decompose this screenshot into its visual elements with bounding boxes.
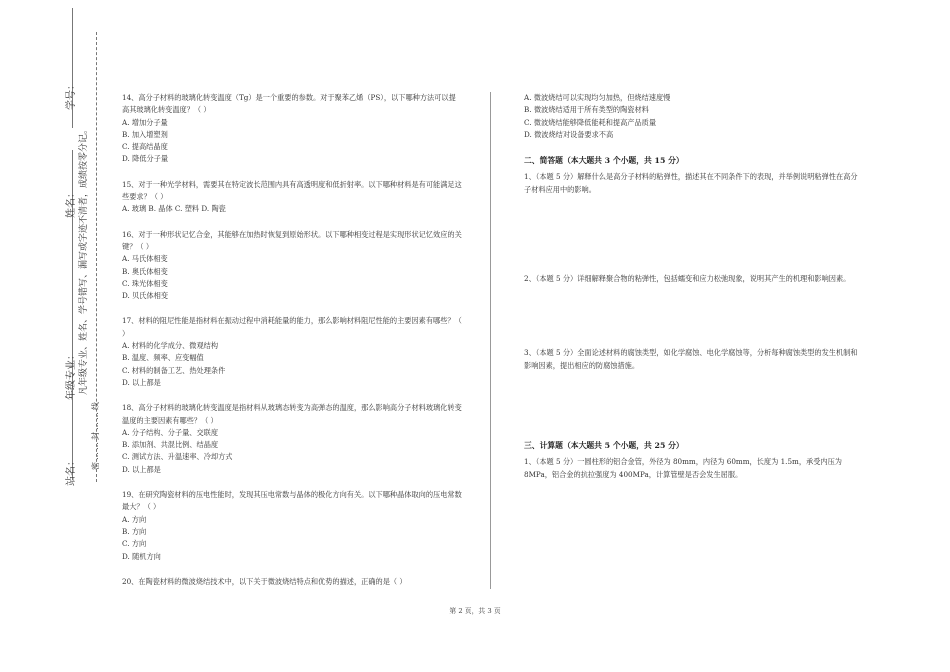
calculation-1: 1、（本题 5 分）一圆柱形的铝合金管，外径为 80mm，内径为 60mm，长度为 1.5m，承受内压为 8MPa，铝合金的抗拉强度为 400MPa，计算管壁是否会发生屈服。 (524, 457, 842, 479)
left-column (122, 92, 462, 588)
q17-option-c: C. 材料的制备工艺、热处理条件 (122, 365, 226, 375)
binding-line-top (72, 8, 73, 128)
question-14: 14、高分子材料的玻璃化转变温度（Tg）是一个重要的参数。对于聚苯乙烯（PS），以下哪种方法可以提高其玻璃化转变温度？（ ） (122, 93, 456, 115)
q14-option-b: B. 加入增塑剂 (122, 129, 168, 139)
q14-option-c: C. 提高结晶度 (122, 142, 168, 152)
question-20: 20、在陶瓷材料的微波烧结技术中，以下关于微波烧结特点和优势的描述，正确的是（ ） (122, 576, 407, 586)
section-3-title: 三、计算题（本大题共 5 个小题，共 25 分） (524, 440, 684, 450)
q14-option-a: A. 增加分子量 (122, 117, 168, 127)
q15-options: A. 玻璃 B. 晶体 C. 塑料 D. 陶瓷 (122, 204, 226, 214)
q19-option-a: A. 方向 (122, 514, 147, 524)
page-footer: 第 2 页，共 3 页 (449, 607, 501, 615)
q17-option-b: B. 温度、频率、应变幅值 (122, 353, 204, 363)
question-15: 15、对于一种光学材料，需要其在特定波长范围内具有高透明度和低折射率。以下哪种材料是有可能满足这些要求？（ ） (122, 179, 462, 202)
q18-option-b: B. 添加剂、共混比例、结晶度 (122, 440, 219, 450)
q17-option-a: A. 材料的化学成分、微观结构 (122, 341, 219, 351)
q17-option-d: D. 以上都是 (122, 377, 161, 387)
q18-option-c: C. 测试方法、升温速率、冷却方式 (122, 452, 233, 462)
name-label: 姓名： (66, 188, 77, 218)
question-19: 19、在研究陶瓷材料的压电性能时，发现其压电常数与晶体的极化方向有关。以下哪种晶体取向的压电常数最大？（ ） (122, 490, 462, 512)
q20-option-a: A. 微波烧结可以实现均匀加热，但烧结速度慢 (524, 93, 671, 102)
seal-line-text: 密……封……线 (91, 400, 100, 470)
binding-margin (0, 0, 110, 672)
column-divider (490, 92, 491, 589)
q18-option-a: A. 分子结构、分子量、交联度 (122, 427, 219, 437)
question-17: 17、材料的阻尼性能是指材料在振动过程中消耗能量的能力，那么影响材料阻尼性能的主要因素有哪些？（ ） (122, 316, 462, 338)
q19-option-b: B. 方向 (122, 526, 147, 536)
q20-option-d: D. 微波烧结对设备要求不高 (524, 129, 614, 139)
section-2-title: 二、简答题（本大题共 3 个小题，共 15 分） (524, 156, 684, 166)
question-18: 18、高分子材料的玻璃化转变温度是指材料从玻璃态转变为高弹态的温度，那么影响高分子材料玻璃化转变温度的主要因素有哪些？（ ） (122, 403, 462, 425)
short-answer-1: 1、（本题 5 分）解释什么是高分子材料的粘弹性，描述其在不同条件下的表现，并举例说明粘弹性在高分子材料应用中的影响。 (524, 172, 858, 194)
short-answer-3: 3、（本题 5 分）全面论述材料的腐蚀类型，如化学腐蚀、电化学腐蚀等，分析每种腐蚀类型的发生机制和影响因素，提出相应的防腐蚀措施。 (524, 348, 858, 370)
warning-note: 凡年级专业、姓名、学号错写、漏写或字迹不清者，成绩按零分记。 (79, 124, 89, 395)
grade-major-label: 年级专业： (66, 350, 77, 400)
q19-option-c: C. 方向 (122, 539, 147, 549)
exam-room-label: 站名： (66, 456, 77, 486)
q20-option-c: C. 微波烧结能够降低能耗和提高产品质量 (524, 117, 657, 127)
q20-option-b: B. 微波烧结适用于所有类型的陶瓷材料 (524, 105, 649, 115)
right-column (524, 92, 864, 481)
q16-option-c: C. 珠光体相变 (122, 278, 168, 288)
question-16: 16、对于一种形状记忆合金，其能够在加热时恢复到原始形状。以下哪种相变过程是实现形状记忆效应的关键？（ ） (122, 229, 462, 251)
short-answer-2: 2、（本题 5 分）详细解释聚合物的粘弹性，包括蠕变和应力松弛现象，说明其产生的机理和影响因素。 (524, 274, 851, 284)
q14-option-d: D. 降低分子量 (122, 154, 169, 164)
q16-option-b: B. 奥氏体相变 (122, 266, 168, 276)
q19-option-d: D. 随机方向 (122, 551, 161, 561)
q16-option-d: D. 贝氏体相变 (122, 291, 169, 301)
student-id-label: 学号： (66, 80, 77, 110)
q18-option-d: D. 以上都是 (122, 464, 161, 474)
q16-option-a: A. 马氏体相变 (122, 254, 168, 264)
